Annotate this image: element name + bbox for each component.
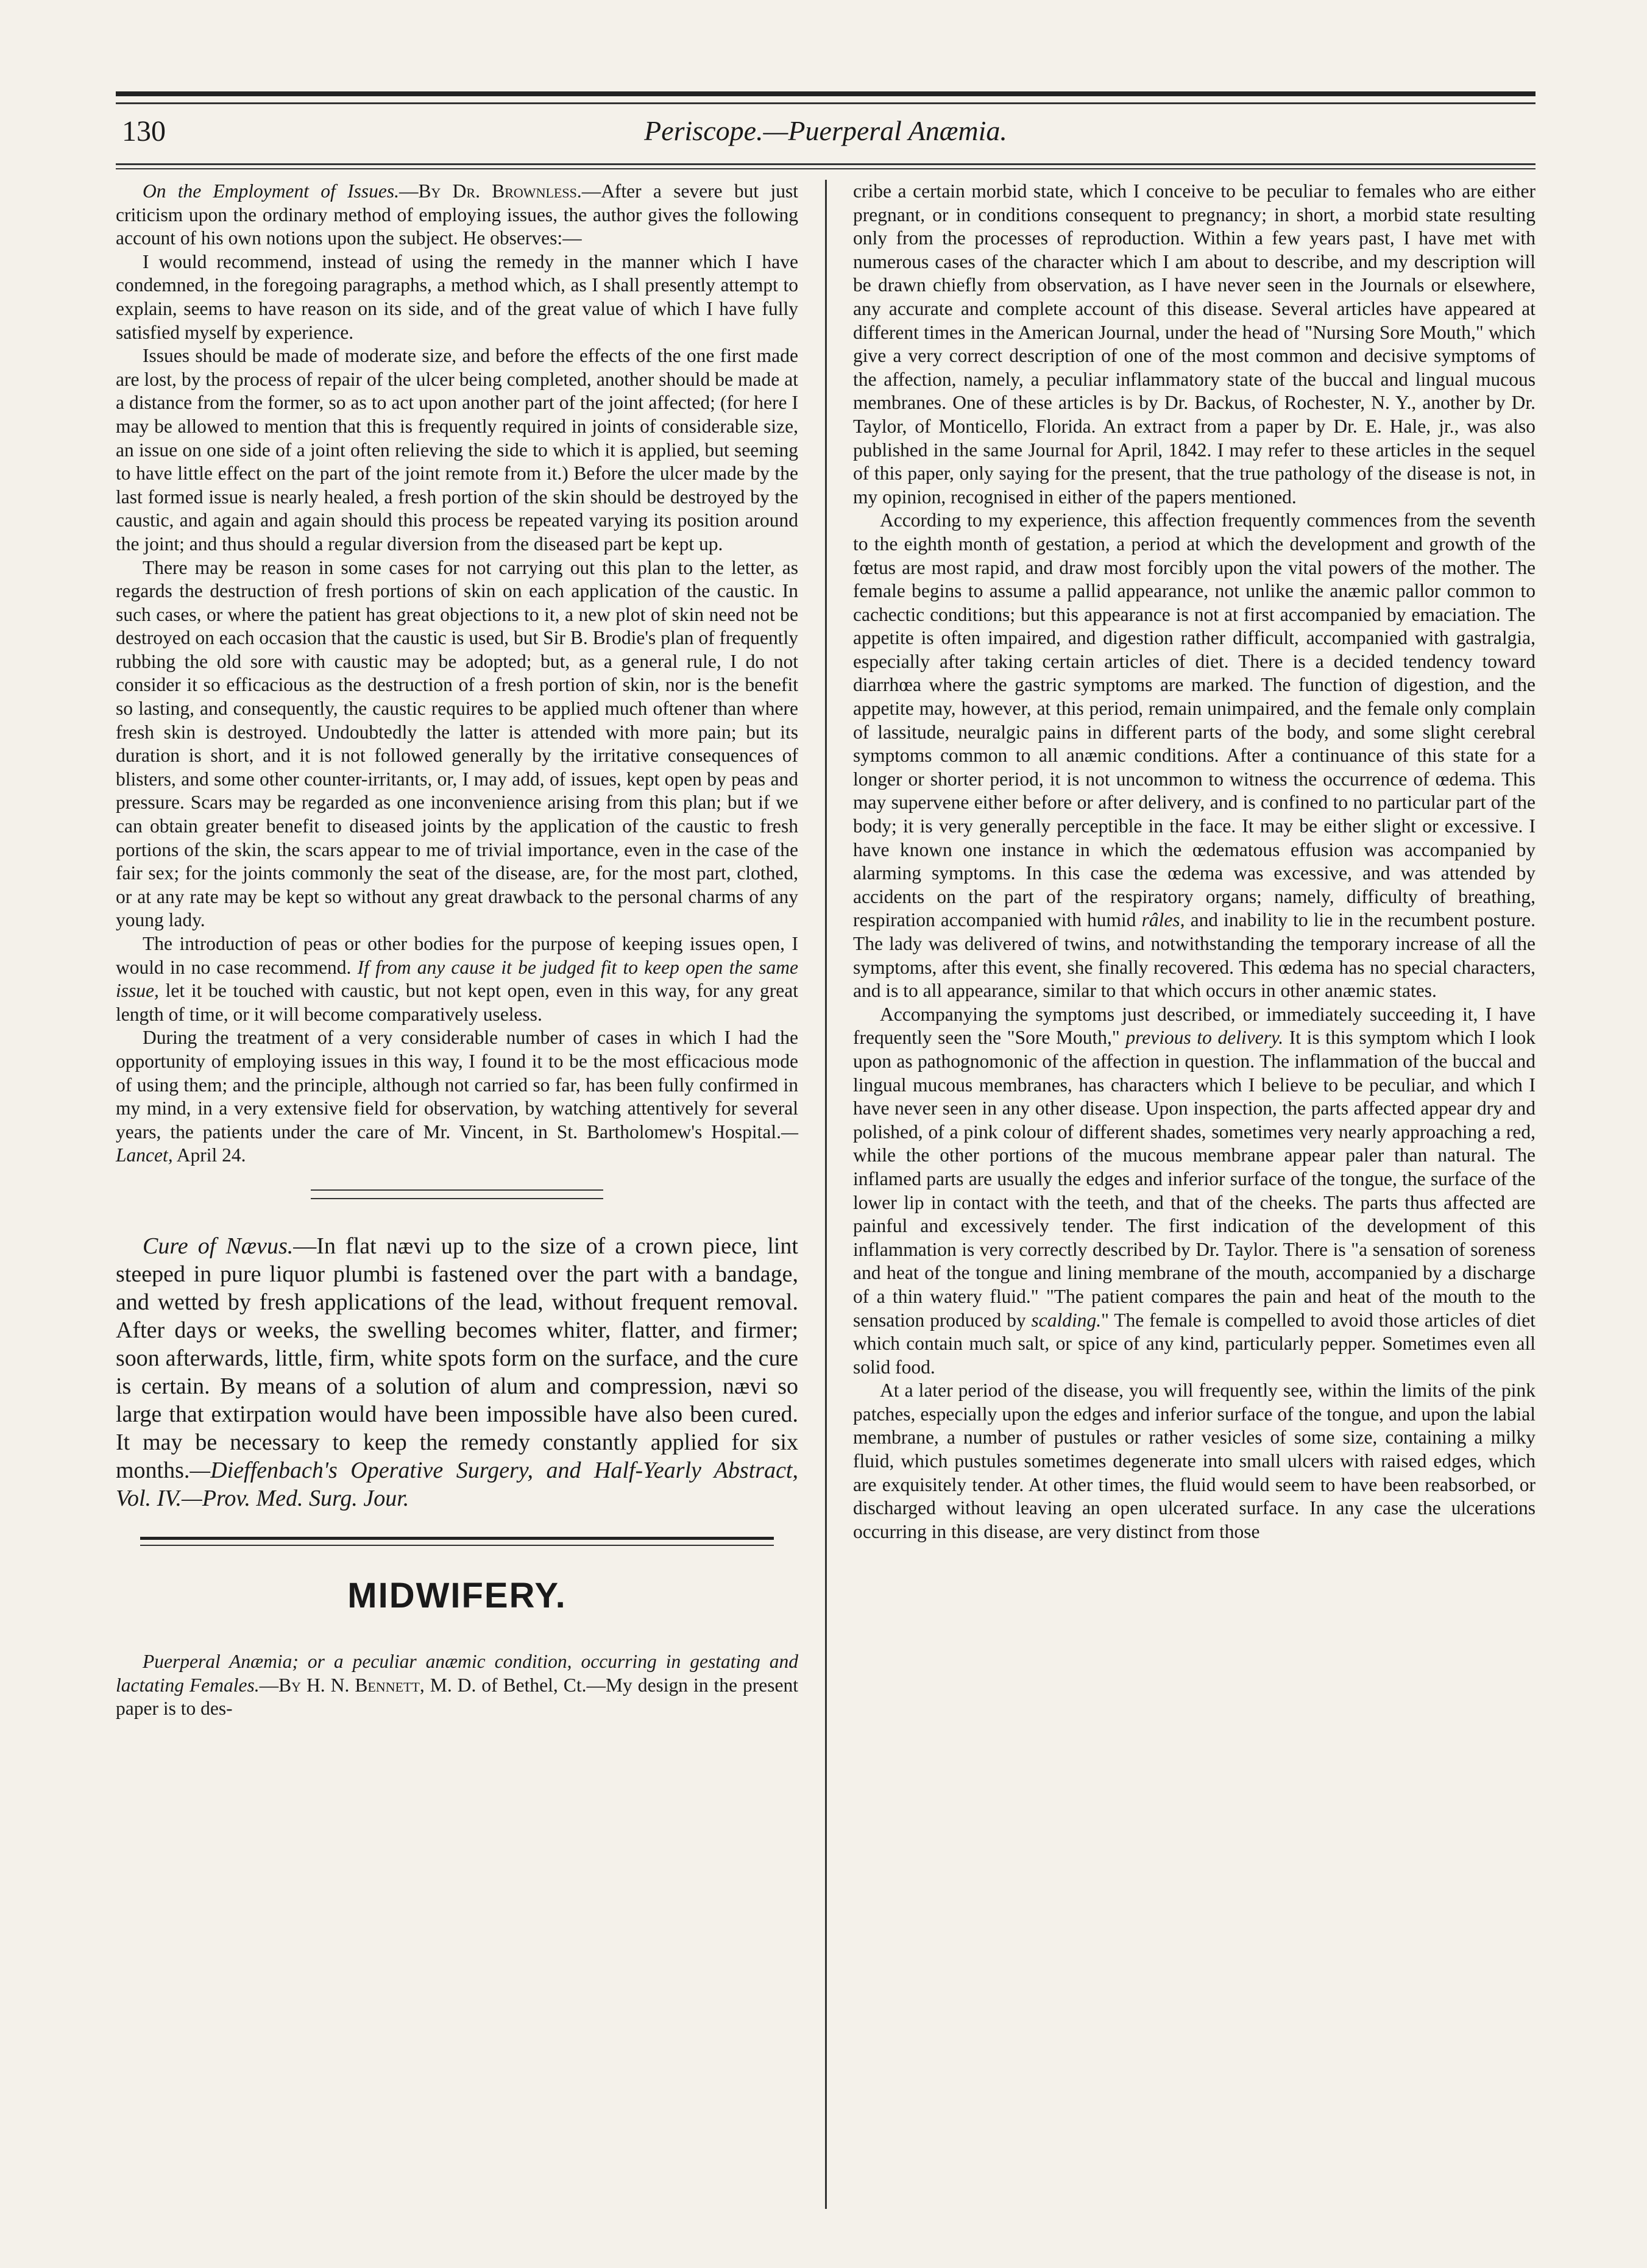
issues-p5-text: During the treatment of a very considerable number of cases in which I had the opportunity of employing issues in this way, I found it to be the most efficacious mode of using them; and the principle, although not carried so far, has been fully confirmed in my mind, in a very extensive field for observation, by watching attentively for several years, the patients under the care of Mr. Vincent, in St. Bartholomew's Hospital.: [116, 1027, 798, 1143]
issues-p4-a: The introduction of peas or other bodies for the purpose of keeping issues open, I would in no case recommend.: [116, 933, 798, 978]
anaemia-paragraph-2: [853, 509, 1535, 1002]
section-separator-2: [311, 1198, 603, 1199]
section-separator: [311, 1189, 603, 1191]
issues-author: —By Dr. Brownless.: [398, 180, 582, 202]
naevus-title: Cure of Nævus.: [143, 1233, 294, 1259]
midwifery-intro: [116, 1650, 798, 1721]
anaemia-p2-a: According to my experience, this affection frequently commences from the seventh to the eighth month of gestation, a period at which the development and growth of the fœtus are most rapid, and draw most forcibly upon the vital powers of the mother. The female begins to assume a pallid appearance, not unlike the anæmic pallor common to cachectic conditions; but this appearance is not at first accompanied by emaciation. The appetite is often impaired, and digestion rather difficult, accompanied with gastralgia, especially after taking certain articles of diet. There is a decided tendency toward diarrhœa where the gastric symptoms are marked. The function of digestion, and the appetite may, however, at this period, remain unimpaired, and the female only complain of lassitude, neuralgic pains in different parts of the body, and some slight cerebral symptoms common to all anæmic conditions. After a continuance of this state for a longer or shorter period, it is not uncommon to witness the occurrence of œdema. This may supervene either before or after delivery, and is confined to no particular part of the body; it is very generally perceptible in the face. It may be either slight or excessive. I have known one instance in which the œdematous effusion was accompanied by alarming symptoms. In this case the œdema was excessive, and was attended by accidents on the part of the respiratory organs; namely, difficulty of breathing, respiration accompanied with humid: [853, 509, 1535, 931]
midwifery-rule-thick: [140, 1537, 774, 1540]
rales-term: râles,: [1141, 909, 1185, 931]
page-number: 130: [122, 115, 166, 147]
journal-page: [116, 91, 1535, 2212]
issues-paragraph-2: Issues should be made of moderate size, and before the effects of the one first made are lost, by the process of repair of the ulcer being completed, another should be made at a distance from the former, so as to act upon another part of the joint affected; (for here I may be allowed to mention that this is frequently required in joints of considerable size, an issue on one side of a joint often relieving the side to which it is applied, but seeming to have little effect on the part of the joint remote from it.) Before the ulcer made by the last formed issue is nearly healed, a fresh portion of the skin should be destroyed by the caustic, and again and again should this process be repeated varying its position around the joint; and thus should a regular diversion from the diseased part be kept up.: [116, 345, 798, 555]
header-rule-lower: [116, 163, 1535, 165]
header-rule-thick: [116, 91, 1535, 96]
issues-p4-b: If from any cause it be judged fit to keep open the same issue,: [116, 956, 799, 1002]
midwifery-intro-text: M. D. of Bethel, Ct.—My design in the present paper is to des-: [116, 1674, 799, 1720]
issues-title: On the Employment of Issues.: [143, 180, 399, 202]
header-rule-thin: [116, 102, 1535, 104]
previous-to-delivery: previous to delivery.: [1125, 1027, 1284, 1049]
naevus-source: —Dieffenbach's Operative Surgery, and Half-Yearly Abstract, Vol. IV.—Prov. Med. Surg. Jour.: [116, 1457, 798, 1511]
issues-paragraph-1: I would recommend, instead of using the remedy in the manner which I have condemned, in the foregoing paragraphs, a method which, as I shall presently attempt to explain, seems to have reason on its side, and of the great value of which I have fully satisfied myself by experience.: [116, 250, 798, 343]
midwifery-heading: MIDWIFERY.: [347, 1575, 567, 1615]
issues-paragraph-4: [116, 932, 798, 1026]
anaemia-p3-c: " The female is compelled to avoid those articles of diet which contain much salt, or spice of any kind, particularly pepper. Sometimes even all solid food.: [853, 1309, 1535, 1378]
anaemia-paragraph-4: At a later period of the disease, you will frequently see, within the limits of the pink patches, especially upon the edges and inferior surface of the tongue, and upon the labial membrane, a number of pustules or rather vesicles of some size, containing a milky fluid, which pustules sometimes degenerate into small ulcers with raised edges, which are exquisitely tender. At other times, the fluid would seem to have been reabsorbed, or discharged without leaving an open ulcerated surface. In any case the ulcerations occurring in this disease, are very distinct from those: [853, 1380, 1535, 1542]
anaemia-p3-b: It is this symptom which I look upon as pathognomonic of the affection in question. The inflammation of the buccal and lingual mucous membranes, has characters which I believe to be peculiar, and which I have never seen in any other disease. Upon inspection, the parts affected appear dry and polished, of a pink colour of different shades, sometimes very nearly approaching a red, while the other portions of the mucous membrane appear paler than natural. The inflamed parts are usually the edges and inferior surface of the tongue, the surface of the lower lip in contact with the teeth, and that of the cheeks. The parts thus affected are painful and excessively tender. The first indication of the development of this inflammation is very correctly described by Dr. Taylor. There is "a sensation of soreness and heat of the tongue and lining membrane of the mouth, accompanied by a discharge of a thin watery fluid." "The patient compares the pain and heat of the mouth to the sensation produced by: [853, 1027, 1536, 1331]
issues-p4-c: let it be touched with caustic, but not kept open, even in this way, for any great length of time, or it will become comparatively useless.: [116, 980, 799, 1025]
anaemia-p2-b: and inability to lie in the recumbent posture. The lady was delivered of twins, and notwithstanding the temporary increase of all the symptoms, after this event, she finally recovered. This œdema has no special characters, and is to all appearance, similar to that which occurs in other anæmic states.: [853, 909, 1535, 1002]
column-divider: [825, 180, 827, 2209]
issues-intro-text: —After a severe but just criticism upon the ordinary method of employing issues, the author gives the following account of his own notions upon the subject. He observes:—: [116, 180, 798, 249]
midwifery-author: —By H. N. Bennett,: [259, 1674, 425, 1696]
running-title: Periscope.—Puerperal Anæmia.: [644, 115, 1007, 146]
midwifery-rule-thin: [140, 1545, 774, 1546]
naevus-body: —In flat nævi up to the size of a crown piece, lint steeped in pure liquor plumbi is fastened over the part with a bandage, and wetted by fresh applications of the lead, without frequent removal. After days or weeks, the swelling becomes whiter, flatter, and firmer; soon afterwards, little, firm, white spots form on the surface, and the cure is certain. By means of a solution of alum and compression, nævi so large that extirpation would have been impossible have also been cured. It may be necessary to keep the remedy constantly applied for six months.: [116, 1233, 798, 1483]
naevus-article: [116, 1232, 798, 1512]
left-column: [116, 180, 798, 1721]
right-column: [853, 180, 1535, 1543]
issues-date: April 24.: [176, 1144, 246, 1166]
scalding-term: scalding.: [1031, 1309, 1102, 1331]
anaemia-paragraph-3: [853, 1003, 1535, 1380]
page-header: [116, 115, 1535, 157]
issues-source: —Lancet,: [116, 1121, 798, 1166]
midwifery-title: Puerperal Anæmia; or a peculiar anæmic condition, occurring in gestating and lactating Females.: [116, 1650, 798, 1696]
naevus-paragraph: [116, 1232, 798, 1512]
header-rule-lower-2: [116, 168, 1535, 169]
issues-paragraph-3: There may be reason in some cases for not carrying out this plan to the letter, as regards the destruction of fresh portions of skin on each application of the caustic. In such cases, or where the patient has great objections to it, a new plot of skin need not be destroyed on each occasion that the caustic is used, but Sir B. Brodie's plan of frequently rubbing the old sore with caustic may be adopted; but, as a general rule, I do not consider it so efficacious as the destruction of a fresh portion of skin, nor is the benefit so lasting, and consequently, the caustic requires to be applied much oftener than where fresh skin is destroyed. Undoubtedly the latter is attended with more pain; but its duration is short, and it is not followed generally by the irritative consequences of blisters, and some other counter-irritants, or, I may add, of issues, kept open by peas and pressure. Scars may be regarded as one inconvenience arising from this plan; but if we can obtain greater benefit to diseased joints by the application of the caustic to fresh portions of the skin, the scars appear to me of trivial importance, even in the case of the fair sex; for the joints commonly the seat of the disease, are, for the most part, clothed, or at any rate may be kept so without any great drawback to the personal charms of any young lady.: [116, 556, 798, 931]
issues-intro: [116, 180, 798, 250]
issues-paragraph-5: [116, 1026, 798, 1168]
anaemia-p3-a: Accompanying the symptoms just described, or immediately succeeding it, I have frequently seen the "Sore Mouth,": [853, 1003, 1535, 1049]
anaemia-paragraph-1: cribe a certain morbid state, which I conceive to be peculiar to females who are either pregnant, or in conditions consequent to pregnancy; in short, a morbid state resulting only from the processes of reproduction. Within a few years past, I have met with numerous cases of the character which I am about to describe, and my description will be drawn chiefly from observation, as I have never seen in the Journals or elsewhere, any accurate and complete account of this disease. Several articles have appeared at different times in the American Journal, under the head of "Nursing Sore Mouth," which give a very correct description of one of the most common and decisive symptoms of the affection, namely, a peculiar inflammatory state of the buccal and lingual mucous membranes. One of these articles is by Dr. Backus, of Rochester, N. Y., another by Dr. Taylor, of Monticello, Florida. An extract from a paper by Dr. E. Hale, jr., was also published in the same Journal for April, 1842. I may refer to these articles in the sequel of this paper, only saying for the present, that the true pathology of the disease is not, in my opinion, recognised in either of the papers mentioned.: [853, 180, 1535, 508]
